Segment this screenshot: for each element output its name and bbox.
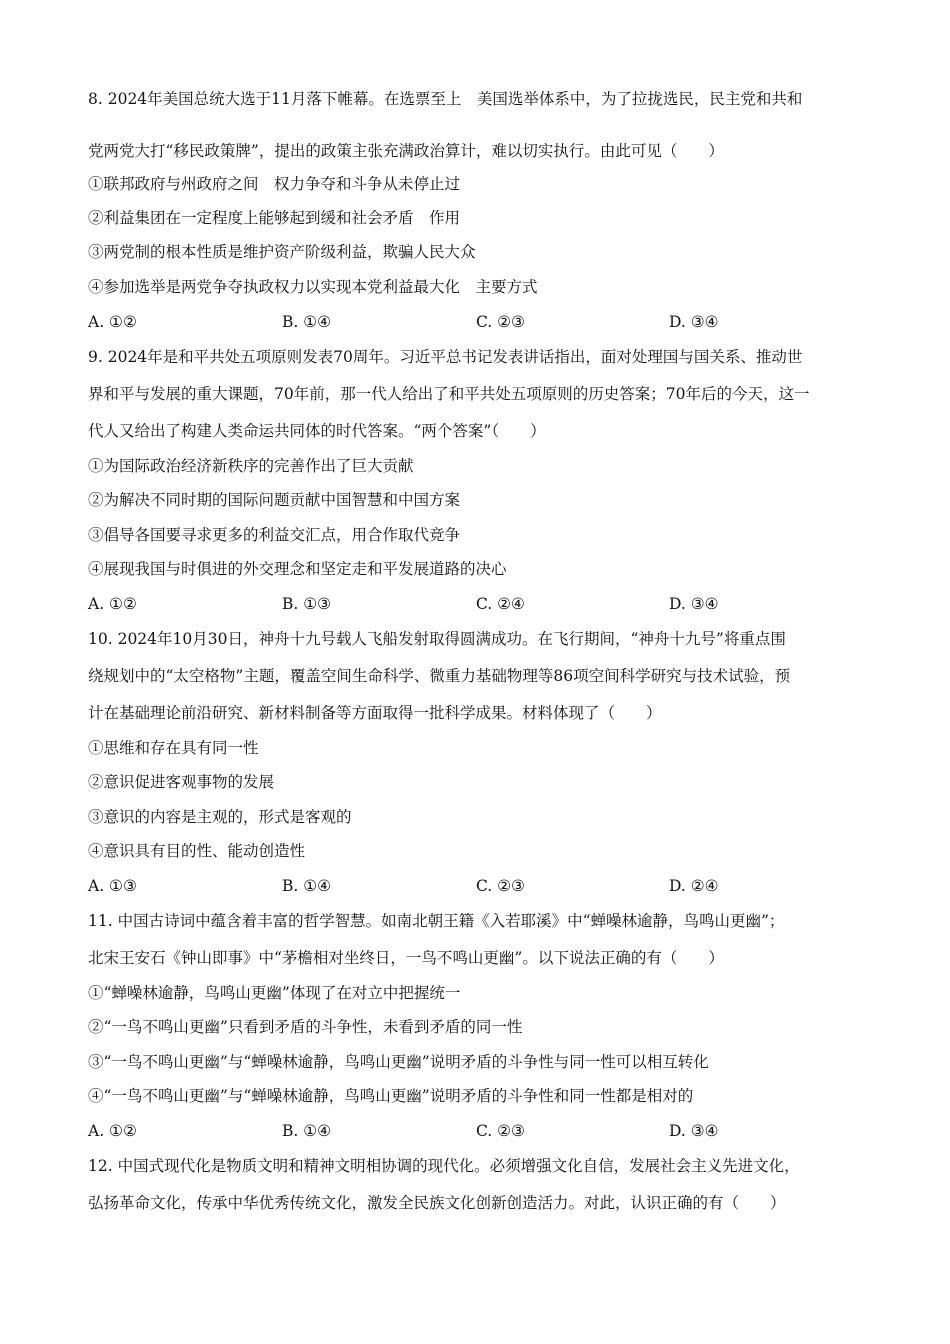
q9-option-c: C. ②④ [476, 595, 525, 613]
q8-statement-4: ④参加选举是两党争夺执政权力以实现本党利益最大化 主要方式 [88, 278, 538, 296]
q9-stem-line-3: 代人又给出了构建人类命运共同体的时代答案。“两个答案”（ ） [88, 422, 546, 440]
q11-statement-1: ①“蝉噪林逾静，鸟鸣山更幽”体现了在对立中把握统一 [88, 984, 461, 1002]
q10-option-b: B. ①④ [282, 877, 332, 895]
q10-option-c: C. ②③ [476, 877, 525, 895]
q11-stem-line-1: 11. 中国古诗词中蕴含着丰富的哲学智慧。如南北朝王籍《入若耶溪》中“蝉噪林逾静，鸟鸣山更幽”； [88, 912, 785, 930]
q8-option-d: D. ③④ [669, 313, 719, 331]
q11-option-d: D. ③④ [669, 1122, 719, 1140]
q10-option-a: A. ①③ [88, 877, 137, 895]
q10-statement-1: ①思维和存在具有同一性 [88, 739, 259, 757]
q8-statement-1: ①联邦政府与州政府之间 权力争夺和斗争从未停止过 [88, 175, 461, 193]
q10-stem-line-2: 绕规划中的“太空格物”主题，覆盖空间生命科学、微重力基础物理等86项空间科学研究与技术试验，预 [88, 667, 791, 685]
q11-stem-line-2: 北宋王安石《钟山即事》中“茅檐相对坐终日，一鸟不鸣山更幽”。以下说法正确的有（ ） [88, 949, 724, 967]
q9-stem-line-1: 9. 2024年是和平共处五项原则发表70周年。习近平总书记发表讲话指出，面对处理国与国关系、推动世 [88, 348, 803, 366]
q11-statement-3: ③“一鸟不鸣山更幽”与“蝉噪林逾静，鸟鸣山更幽”说明矛盾的斗争性与同一性可以相互转化 [88, 1053, 709, 1071]
q8-stem-line-2: 党两党大打“移民政策牌”，提出的政策主张充满政治算计，难以切实执行。由此可见（ ） [88, 142, 724, 160]
q8-stem-line-1: 8. 2024年美国总统大选于11月落下帷幕。在选票至上 美国选举体系中，为了拉拢选民，民主党和共和 [88, 90, 803, 108]
q11-statement-4: ④“一鸟不鸣山更幽”与“蝉噪林逾静，鸟鸣山更幽”说明矛盾的斗争性和同一性都是相对的 [88, 1087, 694, 1105]
q9-option-a: A. ①② [88, 595, 137, 613]
q11-option-b: B. ①④ [282, 1122, 332, 1140]
q9-statement-4: ④展现我国与时俱进的外交理念和坚定走和平发展道路的决心 [88, 560, 507, 578]
q10-option-d: D. ②④ [669, 877, 719, 895]
q10-statement-4: ④意识具有目的性、能动创造性 [88, 842, 306, 860]
q9-statement-1: ①为国际政治经济新秩序的完善作出了巨大贡献 [88, 457, 414, 475]
q9-statement-2: ②为解决不同时期的国际问题贡献中国智慧和中国方案 [88, 491, 461, 509]
q10-statement-3: ③意识的内容是主观的，形式是客观的 [88, 808, 352, 826]
q9-stem-line-2: 界和平与发展的重大课题，70年前，那一代人给出了和平共处五项原则的历史答案；70年后的今天，这一 [88, 385, 810, 403]
q10-stem-line-1: 10. 2024年10月30日，神舟十九号载人飞船发射取得圆满成功。在飞行期间，“神舟十九号”将重点围 [88, 630, 786, 648]
q11-option-a: A. ①② [88, 1122, 137, 1140]
q8-option-a: A. ①② [88, 313, 137, 331]
q10-stem-line-3: 计在基础理论前沿研究、新材料制备等方面取得一批科学成果。材料体现了（ ） [88, 704, 662, 722]
q8-statement-3: ③两党制的根本性质是维护资产阶级利益，欺骗人民大众 [88, 243, 476, 261]
q9-option-d: D. ③④ [669, 595, 719, 613]
q9-option-b: B. ①③ [282, 595, 332, 613]
q8-statement-2: ②利益集团在一定程度上能够起到缓和社会矛盾 作用 [88, 209, 461, 227]
q12-stem-line-1: 12. 中国式现代化是物质文明和精神文明相协调的现代化。必须增强文化自信，发展社会主义先进文化， [88, 1157, 800, 1175]
q11-option-c: C. ②③ [476, 1122, 525, 1140]
q12-stem-line-2: 弘扬革命文化，传承中华优秀传统文化，激发全民族文化创新创造活力。对此，认识正确的有（ ） [88, 1194, 786, 1212]
q8-option-b: B. ①④ [282, 313, 332, 331]
q8-option-c: C. ②③ [476, 313, 525, 331]
q11-statement-2: ②“一鸟不鸣山更幽”只看到矛盾的斗争性，未看到矛盾的同一性 [88, 1018, 523, 1036]
q10-statement-2: ②意识促进客观事物的发展 [88, 773, 275, 791]
q9-statement-3: ③倡导各国要寻求更多的利益交汇点，用合作取代竞争 [88, 526, 461, 544]
